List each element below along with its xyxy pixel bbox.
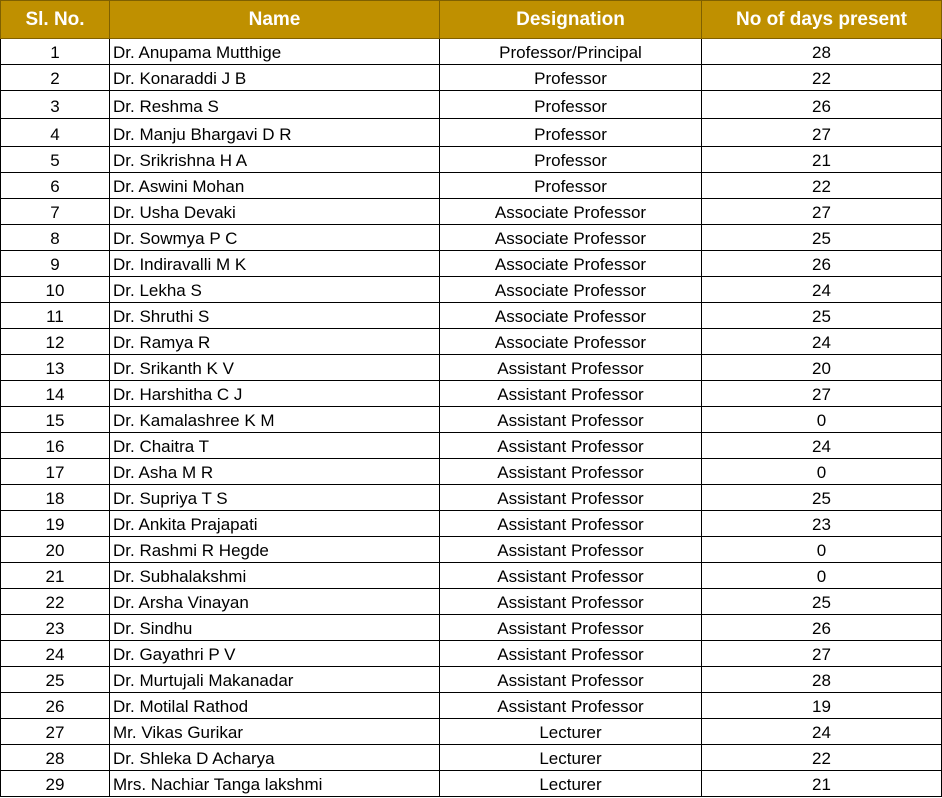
table-row [1, 199, 942, 225]
cell-sl-no: 9 [1, 251, 110, 277]
cell-designation: Assistant Professor [440, 667, 702, 693]
table-row [1, 173, 942, 199]
cell-name: Dr. Reshma S [110, 91, 440, 119]
cell-name: Dr. Subhalakshmi [110, 563, 440, 589]
cell-sl-no: 1 [1, 39, 110, 65]
table-row [1, 407, 942, 433]
cell-name: Dr. Indiravalli M K [110, 251, 440, 277]
table-row [1, 303, 942, 329]
table-row [1, 511, 942, 537]
table-row [1, 589, 942, 615]
cell-designation: Lecturer [440, 771, 702, 797]
table-header [1, 1, 942, 39]
cell-designation: Lecturer [440, 719, 702, 745]
cell-days-present: 26 [702, 251, 942, 277]
cell-sl-no: 16 [1, 433, 110, 459]
cell-name: Dr. Arsha Vinayan [110, 589, 440, 615]
cell-name: Dr. Shruthi S [110, 303, 440, 329]
cell-designation: Assistant Professor [440, 433, 702, 459]
table-row [1, 277, 942, 303]
cell-name: Dr. Kamalashree K M [110, 407, 440, 433]
table-row [1, 615, 942, 641]
table-row [1, 65, 942, 91]
cell-days-present: 0 [702, 459, 942, 485]
cell-designation: Assistant Professor [440, 615, 702, 641]
cell-sl-no: 24 [1, 641, 110, 667]
cell-designation: Assistant Professor [440, 485, 702, 511]
cell-designation: Assistant Professor [440, 641, 702, 667]
cell-days-present: 27 [702, 381, 942, 407]
cell-designation: Assistant Professor [440, 693, 702, 719]
header-name: Name [110, 1, 440, 39]
cell-sl-no: 4 [1, 119, 110, 147]
cell-name: Dr. Rashmi R Hegde [110, 537, 440, 563]
cell-name: Mr. Vikas Gurikar [110, 719, 440, 745]
cell-days-present: 27 [702, 641, 942, 667]
table-body [1, 39, 942, 797]
table-row [1, 641, 942, 667]
cell-designation: Professor [440, 173, 702, 199]
cell-designation: Associate Professor [440, 251, 702, 277]
cell-sl-no: 14 [1, 381, 110, 407]
cell-days-present: 0 [702, 407, 942, 433]
cell-days-present: 22 [702, 745, 942, 771]
cell-days-present: 25 [702, 225, 942, 251]
cell-days-present: 21 [702, 147, 942, 173]
cell-name: Dr. Supriya T S [110, 485, 440, 511]
cell-designation: Professor [440, 91, 702, 119]
cell-name: Dr. Ankita Prajapati [110, 511, 440, 537]
header-row [1, 1, 942, 39]
cell-sl-no: 18 [1, 485, 110, 511]
cell-designation: Associate Professor [440, 303, 702, 329]
cell-sl-no: 13 [1, 355, 110, 381]
cell-name: Dr. Manju Bhargavi D R [110, 119, 440, 147]
table-row [1, 433, 942, 459]
cell-name: Dr. Konaraddi J B [110, 65, 440, 91]
table-row [1, 693, 942, 719]
cell-designation: Associate Professor [440, 225, 702, 251]
cell-sl-no: 25 [1, 667, 110, 693]
cell-name: Dr. Sindhu [110, 615, 440, 641]
cell-designation: Professor [440, 65, 702, 91]
cell-name: Dr. Motilal Rathod [110, 693, 440, 719]
cell-name: Dr. Srikanth K V [110, 355, 440, 381]
cell-sl-no: 7 [1, 199, 110, 225]
header-designation: Designation [440, 1, 702, 39]
table-row [1, 537, 942, 563]
cell-sl-no: 15 [1, 407, 110, 433]
cell-sl-no: 2 [1, 65, 110, 91]
cell-days-present: 25 [702, 485, 942, 511]
cell-designation: Assistant Professor [440, 589, 702, 615]
table-row [1, 39, 942, 65]
cell-name: Dr. Usha Devaki [110, 199, 440, 225]
cell-designation: Associate Professor [440, 199, 702, 225]
cell-sl-no: 10 [1, 277, 110, 303]
table-row [1, 667, 942, 693]
cell-sl-no: 21 [1, 563, 110, 589]
cell-days-present: 26 [702, 615, 942, 641]
cell-sl-no: 28 [1, 745, 110, 771]
cell-days-present: 24 [702, 329, 942, 355]
cell-days-present: 28 [702, 39, 942, 65]
table-row [1, 119, 942, 147]
cell-days-present: 24 [702, 277, 942, 303]
cell-days-present: 22 [702, 65, 942, 91]
cell-sl-no: 29 [1, 771, 110, 797]
cell-name: Mrs. Nachiar Tanga lakshmi [110, 771, 440, 797]
cell-days-present: 20 [702, 355, 942, 381]
cell-designation: Assistant Professor [440, 511, 702, 537]
cell-days-present: 19 [702, 693, 942, 719]
cell-sl-no: 26 [1, 693, 110, 719]
cell-designation: Professor [440, 147, 702, 173]
cell-name: Dr. Chaitra T [110, 433, 440, 459]
table-row [1, 329, 942, 355]
cell-sl-no: 17 [1, 459, 110, 485]
cell-days-present: 25 [702, 589, 942, 615]
table-row [1, 745, 942, 771]
table-row [1, 459, 942, 485]
cell-name: Dr. Shleka D Acharya [110, 745, 440, 771]
table-row [1, 485, 942, 511]
table-row [1, 771, 942, 797]
cell-name: Dr. Asha M R [110, 459, 440, 485]
cell-days-present: 28 [702, 667, 942, 693]
cell-sl-no: 23 [1, 615, 110, 641]
cell-name: Dr. Lekha S [110, 277, 440, 303]
cell-sl-no: 8 [1, 225, 110, 251]
header-days-present: No of days present [702, 1, 942, 39]
cell-sl-no: 3 [1, 91, 110, 119]
cell-name: Dr. Ramya R [110, 329, 440, 355]
cell-name: Dr. Srikrishna H A [110, 147, 440, 173]
table-row [1, 563, 942, 589]
cell-sl-no: 20 [1, 537, 110, 563]
cell-designation: Assistant Professor [440, 563, 702, 589]
cell-sl-no: 19 [1, 511, 110, 537]
table-row [1, 355, 942, 381]
table-row [1, 381, 942, 407]
cell-days-present: 26 [702, 91, 942, 119]
cell-sl-no: 12 [1, 329, 110, 355]
cell-days-present: 27 [702, 199, 942, 225]
cell-days-present: 27 [702, 119, 942, 147]
table-row [1, 719, 942, 745]
cell-name: Dr. Aswini Mohan [110, 173, 440, 199]
cell-designation: Assistant Professor [440, 381, 702, 407]
cell-sl-no: 27 [1, 719, 110, 745]
cell-designation: Associate Professor [440, 329, 702, 355]
cell-designation: Assistant Professor [440, 537, 702, 563]
cell-designation: Professor/Principal [440, 39, 702, 65]
cell-sl-no: 22 [1, 589, 110, 615]
cell-days-present: 0 [702, 537, 942, 563]
cell-days-present: 24 [702, 433, 942, 459]
table-row [1, 251, 942, 277]
cell-days-present: 24 [702, 719, 942, 745]
cell-name: Dr. Murtujali Makanadar [110, 667, 440, 693]
cell-name: Dr. Anupama Mutthige [110, 39, 440, 65]
cell-name: Dr. Gayathri P V [110, 641, 440, 667]
cell-days-present: 22 [702, 173, 942, 199]
cell-days-present: 21 [702, 771, 942, 797]
cell-sl-no: 6 [1, 173, 110, 199]
cell-days-present: 0 [702, 563, 942, 589]
cell-designation: Lecturer [440, 745, 702, 771]
cell-designation: Assistant Professor [440, 459, 702, 485]
header-sl-no: Sl. No. [1, 1, 110, 39]
table-row [1, 147, 942, 173]
cell-designation: Professor [440, 119, 702, 147]
cell-designation: Assistant Professor [440, 355, 702, 381]
cell-designation: Assistant Professor [440, 407, 702, 433]
cell-designation: Associate Professor [440, 277, 702, 303]
table-row [1, 225, 942, 251]
cell-name: Dr. Sowmya P C [110, 225, 440, 251]
cell-days-present: 23 [702, 511, 942, 537]
cell-name: Dr. Harshitha C J [110, 381, 440, 407]
cell-days-present: 25 [702, 303, 942, 329]
cell-sl-no: 11 [1, 303, 110, 329]
table-row [1, 91, 942, 119]
cell-sl-no: 5 [1, 147, 110, 173]
